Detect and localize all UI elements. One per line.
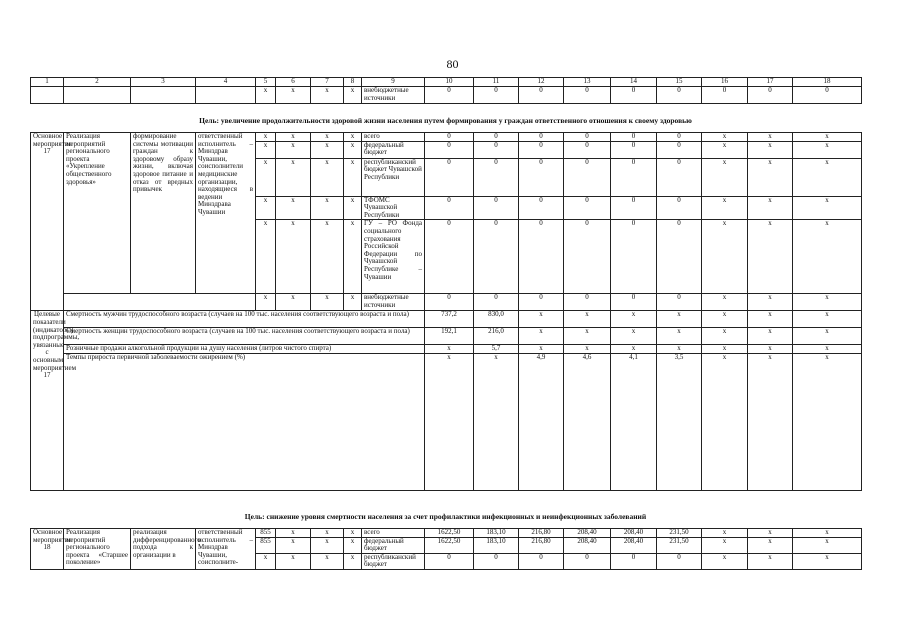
source-cell: республиканский бюджет Чувашской Республики — [362, 158, 425, 196]
table-row: х х х х внебюджетные источники 0 0 0 0 0 0 х х х — [31, 294, 862, 311]
source-cell: ТФОМС Чувашской Республики — [362, 196, 425, 220]
col-header: 2 — [64, 78, 131, 87]
col-header: 1 — [31, 78, 64, 87]
indicator-name: Смертность мужчин трудоспособного возраста (случаев на 100 тыс. населения соответствующего возраста и пола) — [64, 311, 425, 328]
indicator-row: Смертность женщин трудоспособного возраста (случаев на 100 тыс. населения соответствующего возраста и пола) 192,1 216,0 х х х х х х х — [31, 328, 862, 345]
source-cell: ГУ – РО Фонда социального страхования Российской Федерации по Чувашской Республике – Чувашии — [362, 220, 425, 294]
col-header: 15 — [657, 78, 702, 87]
table-row: х х х х республиканский бюджет Чувашской Республики 0 0 0 0 0 0 х х х — [31, 158, 862, 196]
col-header: 11 — [474, 78, 519, 87]
table-row: х х х х ТФОМС Чувашской Республики 0 0 0 0 0 0 х х х — [31, 196, 862, 220]
indicator-name: Смертность женщин трудоспособного возраста (случаев на 100 тыс. населения соответствующего возраста и пола) — [64, 328, 425, 345]
source-cell: внебюджетные источники — [362, 87, 425, 104]
measure-description: реализация дифференцированного подхода к организации в — [131, 529, 196, 570]
goal-heading: Цель: снижение уровня смертности населения за счет профилактики инфекционных и неинфекционных заболеваний — [244, 512, 647, 521]
indicator-row: Темпы прироста первичной заболеваемости ожирением (%) х х 4,9 4,6 4,1 3,5 х х х — [31, 354, 862, 491]
source-cell: внебюджетные источники — [362, 294, 425, 311]
col-header: 14 — [611, 78, 657, 87]
col-header: 8 — [344, 78, 362, 87]
table-row: х х х х ГУ – РО Фонда социального страхования Российской Федерации по Чувашской Республике – Чувашии 0 0 0 0 0 0 х х х — [31, 220, 862, 294]
measure-project: Реализация мероприятий регионального проекта «Укрепление общественного здоровья» — [64, 133, 131, 294]
table-row: х х х х федеральный бюджет 0 0 0 0 0 0 х х х — [31, 141, 862, 158]
indicators-label: Целевые показатели (индикаторы) подпрограммы, увязанные с основным мероприятием 17 — [31, 311, 64, 491]
source-cell: федеральный бюджет — [362, 141, 425, 158]
col-header: 4 — [196, 78, 256, 87]
col-header: 5 — [256, 78, 276, 87]
source-cell: республиканский бюджет — [362, 553, 425, 569]
col-header: 9 — [362, 78, 425, 87]
measure-project: Реализация мероприятий регионального проекта «Старшее поколение» — [64, 529, 131, 570]
column-header-row — [31, 78, 862, 87]
source-cell: федеральный бюджет — [362, 537, 425, 553]
table-row: 855 х х х федеральный бюджет 1622,50 183,10 216,80 208,40 208,40 231,50 х х х — [31, 537, 862, 553]
col-header: 7 — [311, 78, 344, 87]
measure-executor: ответственный исполнитель – Минздрав Чувашии, соисполнители медицинские организации, находящиеся в ведении Минздрава Чувашии — [196, 133, 256, 294]
source-cell: всего — [362, 133, 425, 142]
indicator-name: Розничные продажи алкогольной продукции на душу населения (литров чистого спирта) — [64, 345, 425, 354]
col-header: 13 — [564, 78, 611, 87]
indicator-row: Розничные продажи алкогольной продукции на душу населения (литров чистого спирта) х 5,7 х х х х х х х — [31, 345, 862, 354]
col-header: 18 — [793, 78, 862, 87]
col-header: 17 — [748, 78, 793, 87]
measure-description: формирование системы мотивации граждан к здоровому образу жизни, включая здоровое питание и отказ от вредных привычек — [131, 133, 196, 294]
col-header: 12 — [519, 78, 564, 87]
measure-17-table — [30, 132, 862, 491]
col-header: 6 — [276, 78, 311, 87]
col-header: 16 — [702, 78, 748, 87]
table-row: х х х х внебюджетные источники 0 0 0 0 0 0 0 0 0 — [31, 87, 862, 104]
indicator-row: Целевые показатели (индикаторы) подпрограммы, увязанные с основным мероприятием 17 Смертность мужчин трудоспособного возраста (случаев на 100 тыс. населения соответствующего возраста и пола) 737,2 830,0 х х х х х х х — [31, 311, 862, 328]
source-cell: всего — [362, 529, 425, 538]
page-number: 80 — [446, 57, 459, 71]
col-header: 3 — [131, 78, 196, 87]
measure-18-table — [30, 528, 862, 570]
measure-name: Основное мероприятие 18 — [31, 529, 64, 570]
goal-heading: Цель: увеличение продолжительности здоровой жизни населения путем формирования у граждан ответственного отношения к своему здоровью — [199, 116, 692, 125]
col-header: 10 — [425, 78, 474, 87]
table-row: Основное мероприятие 18 Реализация мероприятий регионального проекта «Старшее поколение» реализация дифференцированного подхода к организации в ответственный исполнитель – Минздрав Чувашии, соисполните- 855 х х х всего 1622,50 183,10 216,80 208,40 208,40 231,50 х х х — [31, 529, 862, 538]
header-table — [30, 77, 862, 104]
measure-name: Основное мероприятие 17 — [31, 133, 64, 311]
measure-executor: ответственный исполнитель – Минздрав Чувашии, соисполните- — [196, 529, 256, 570]
indicator-name: Темпы прироста первичной заболеваемости ожирением (%) — [64, 354, 425, 491]
table-row: х х х х республиканский бюджет 0 0 0 0 0 0 х х х — [31, 553, 862, 569]
table-row: Основное мероприятие 17 Реализация мероприятий регионального проекта «Укрепление общественного здоровья» формирование системы мотивации граждан к здоровому образу жизни, включая здоровое питание и отказ от вредных привычек ответственный исполнитель – Минздрав Чувашии, соисполнители медицинские организации, находящиеся в ведении Минздрава Чувашии х х х х всего 0 0 0 0 0 0 х х х — [31, 133, 862, 142]
